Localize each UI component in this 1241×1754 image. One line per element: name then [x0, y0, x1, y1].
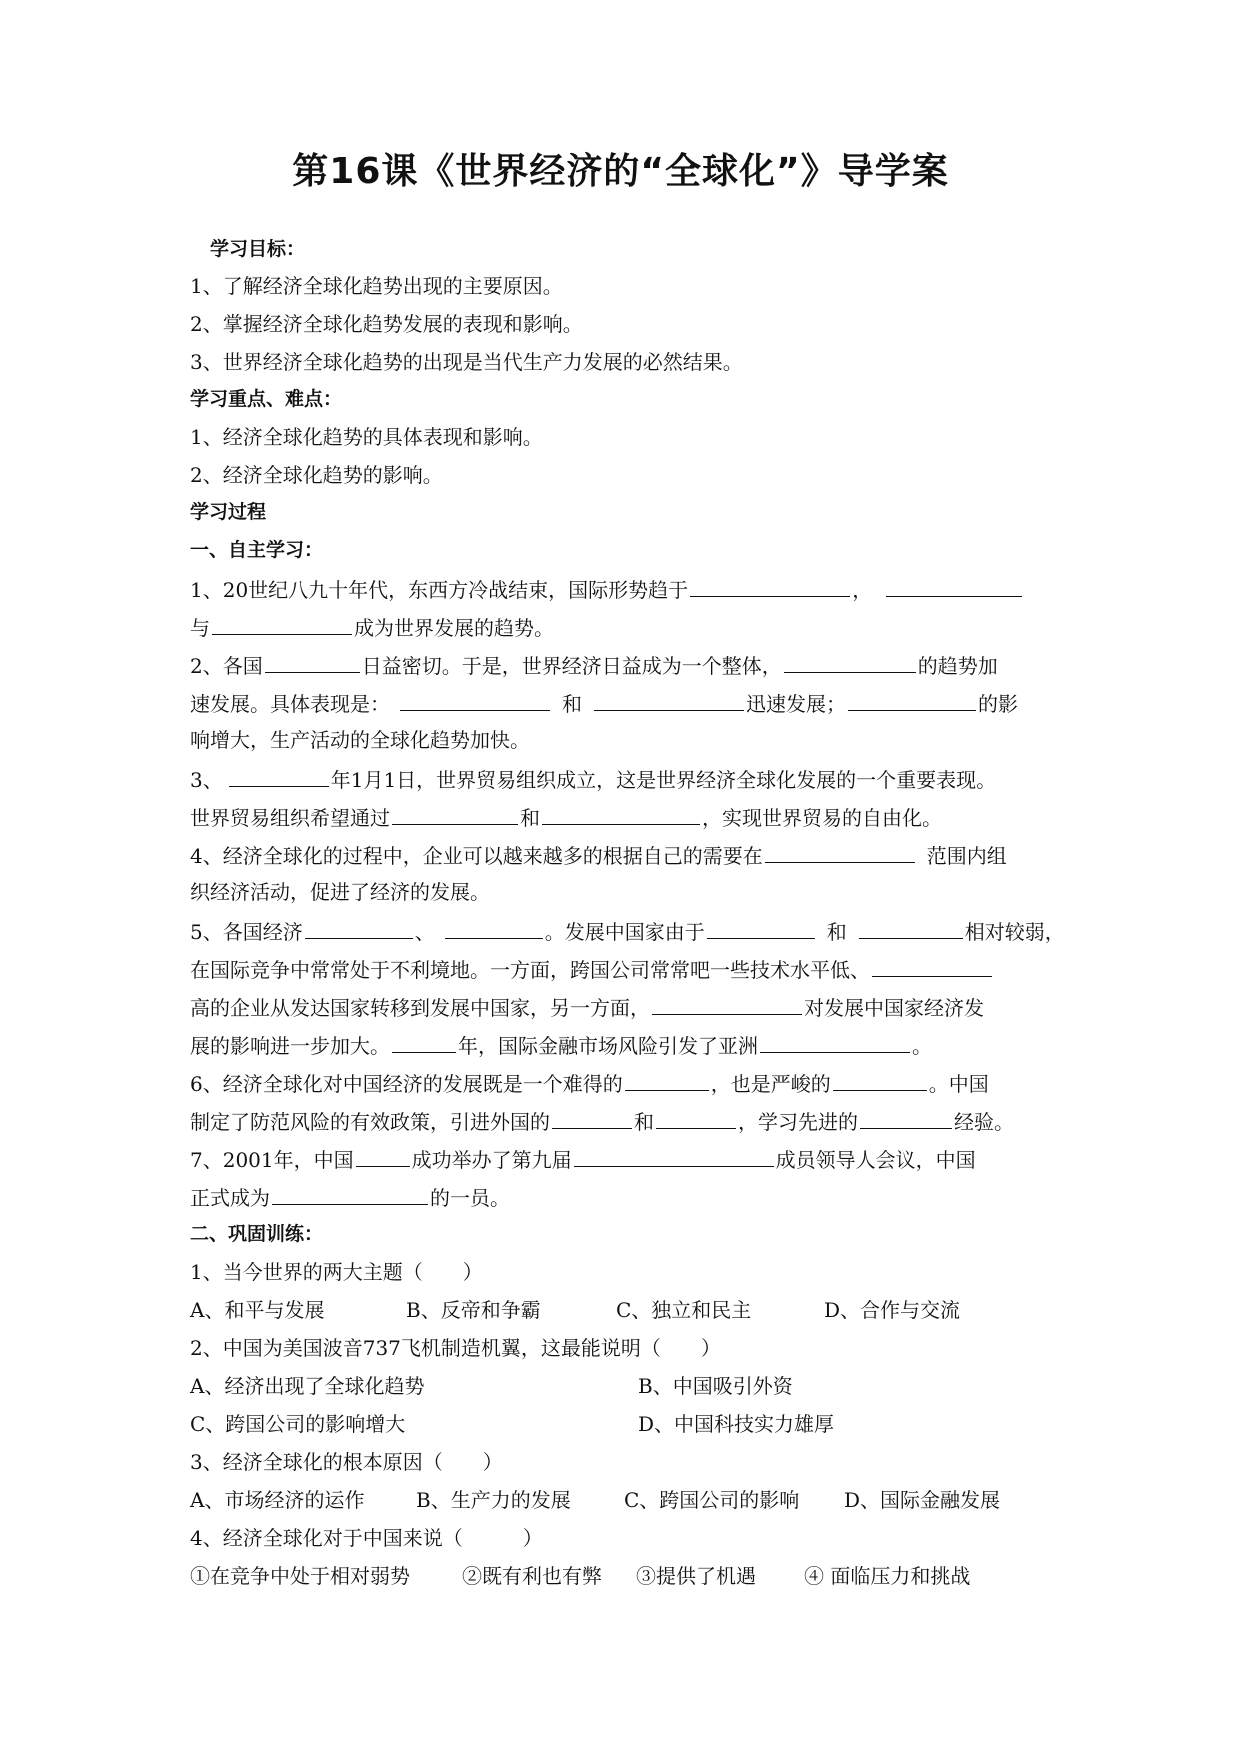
option-b[interactable]: B、中国吸引外资: [638, 1374, 793, 1398]
blank[interactable]: [859, 916, 963, 939]
blank[interactable]: [392, 1030, 456, 1053]
option-d[interactable]: D、国际金融发展: [844, 1488, 1001, 1512]
blank[interactable]: [272, 1182, 428, 1205]
self-study-q7-line2: 正式成为 的一员。: [190, 1182, 510, 1212]
self-study-q5-line2: 在国际竞争中常常处于不利境地。一方面，跨国公司常常吧一些技术水平低、: [190, 954, 994, 984]
blank[interactable]: [765, 840, 915, 863]
practice-q2-options-row2: [190, 1410, 834, 1438]
blank[interactable]: [552, 1106, 632, 1129]
option-a[interactable]: A、经济出现了全球化趋势: [190, 1374, 425, 1398]
blank[interactable]: [707, 916, 815, 939]
self-study-q5-line4: 展的影响进一步加大。 年，国际金融市场风险引发了亚洲 。: [190, 1030, 932, 1060]
blank[interactable]: [356, 1144, 410, 1167]
self-study-q2-line3: 响增大，生产活动的全球化趋势加快。: [190, 728, 530, 752]
practice-q3: 3、经济全球化的根本原因（ ）: [190, 1450, 503, 1474]
blank[interactable]: [625, 1068, 709, 1091]
practice-q4: 4、经济全球化对于中国来说（ ）: [190, 1526, 543, 1550]
option-d[interactable]: D、合作与交流: [824, 1298, 961, 1322]
practice-q3-options: [190, 1486, 1000, 1514]
self-study-q6-line2: 制定了防范风险的有效政策，引进外国的 和 ，学习先进的 经验。: [190, 1106, 1014, 1136]
blank[interactable]: [656, 1106, 736, 1129]
option-1[interactable]: ①在竞争中处于相对弱势: [190, 1564, 410, 1588]
key-points-heading: 学习重点、难点：: [190, 388, 343, 410]
blank[interactable]: [833, 1068, 927, 1091]
objective-item: 1、了解经济全球化趋势出现的主要原因。: [190, 274, 563, 298]
practice-q1-options: [190, 1296, 960, 1324]
option-b[interactable]: B、生产力的发展: [416, 1488, 571, 1512]
self-study-q3-line2: 世界贸易组织希望通过 和 ，实现世界贸易的自由化。: [190, 802, 942, 832]
blank[interactable]: [652, 992, 802, 1015]
option-a[interactable]: A、市场经济的运作: [190, 1488, 365, 1512]
blank[interactable]: [690, 574, 850, 597]
self-study-q7-line1: 7、2001年，中国 成功举办了第九届 成员领导人会议，中国: [190, 1144, 976, 1174]
option-a[interactable]: A、和平与发展: [190, 1298, 325, 1322]
self-study-q2-line2: 速发展。具体表现是： 和 迅速发展； 的影: [190, 688, 1018, 718]
blank[interactable]: [784, 650, 916, 673]
blank[interactable]: [574, 1144, 774, 1167]
option-3[interactable]: ③提供了机遇: [636, 1564, 756, 1588]
option-c[interactable]: C、跨国公司的影响: [624, 1488, 800, 1512]
option-d[interactable]: D、中国科技实力雄厚: [638, 1412, 835, 1436]
objective-item: 3、世界经济全球化趋势的出现是当代生产力发展的必然结果。: [190, 350, 743, 374]
option-c[interactable]: C、独立和民主: [616, 1298, 752, 1322]
self-study-q1-line1: 1、20世纪八九十年代，东西方冷战结束，国际形势趋于 ，: [190, 574, 1024, 604]
blank[interactable]: [860, 1106, 952, 1129]
self-study-q5-line1: 5、各国经济 、 。发展中国家由于 和 相对较弱，: [190, 916, 1065, 946]
blank[interactable]: [212, 612, 352, 635]
key-point-item: 1、经济全球化趋势的具体表现和影响。: [190, 425, 543, 449]
blank[interactable]: [760, 1030, 910, 1053]
practice-q4-options: [190, 1562, 970, 1590]
blank[interactable]: [872, 954, 992, 977]
blank[interactable]: [542, 802, 700, 825]
blank[interactable]: [400, 688, 550, 711]
blank[interactable]: [445, 916, 543, 939]
blank[interactable]: [229, 764, 329, 787]
objectives-heading: 学习目标：: [210, 238, 306, 260]
process-heading: 学习过程: [190, 501, 267, 523]
self-study-q5-line3: 高的企业从发达国家转移到发展中国家，另一方面， 对发展中国家经济发: [190, 992, 984, 1022]
option-c[interactable]: C、跨国公司的影响增大: [190, 1412, 406, 1436]
self-study-heading: 一、自主学习：: [190, 539, 324, 561]
practice-q1: 1、当今世界的两大主题（ ）: [190, 1260, 483, 1284]
practice-q2-options-row1: [190, 1372, 793, 1400]
page-title: 第16课《世界经济的“全球化”》导学案: [292, 151, 949, 192]
self-study-q4-line2: 织经济活动，促进了经济的发展。: [190, 880, 490, 904]
objective-item: 2、掌握经济全球化趋势发展的表现和影响。: [190, 312, 583, 336]
key-point-item: 2、经济全球化趋势的影响。: [190, 463, 443, 487]
practice-heading: 二、巩固训练：: [190, 1223, 324, 1245]
blank[interactable]: [594, 688, 744, 711]
blank[interactable]: [392, 802, 518, 825]
self-study-q3-line1: 3、 年1月1日，世界贸易组织成立，这是世界经济全球化发展的一个重要表现。: [190, 764, 996, 794]
option-2[interactable]: ②既有利也有弊: [462, 1564, 602, 1588]
practice-q2: 2、中国为美国波音737飞机制造机翼，这最能说明（ ）: [190, 1336, 721, 1360]
blank[interactable]: [848, 688, 976, 711]
blank[interactable]: [305, 916, 413, 939]
self-study-q2-line1: 2、各国 日益密切。于是，世界经济日益成为一个整体， 的趋势加: [190, 650, 998, 680]
self-study-q1-line2: 与 成为世界发展的趋势。: [190, 612, 554, 642]
blank[interactable]: [265, 650, 360, 673]
self-study-q6-line1: 6、经济全球化对中国经济的发展既是一个难得的 ，也是严峻的 。中国: [190, 1068, 989, 1098]
blank[interactable]: [886, 574, 1022, 597]
self-study-q4-line1: 4、经济全球化的过程中，企业可以越来越多的根据自己的需要在 范围内组: [190, 840, 1007, 870]
option-b[interactable]: B、反帝和争霸: [406, 1298, 541, 1322]
option-4[interactable]: ④ 面临压力和挑战: [804, 1564, 971, 1588]
